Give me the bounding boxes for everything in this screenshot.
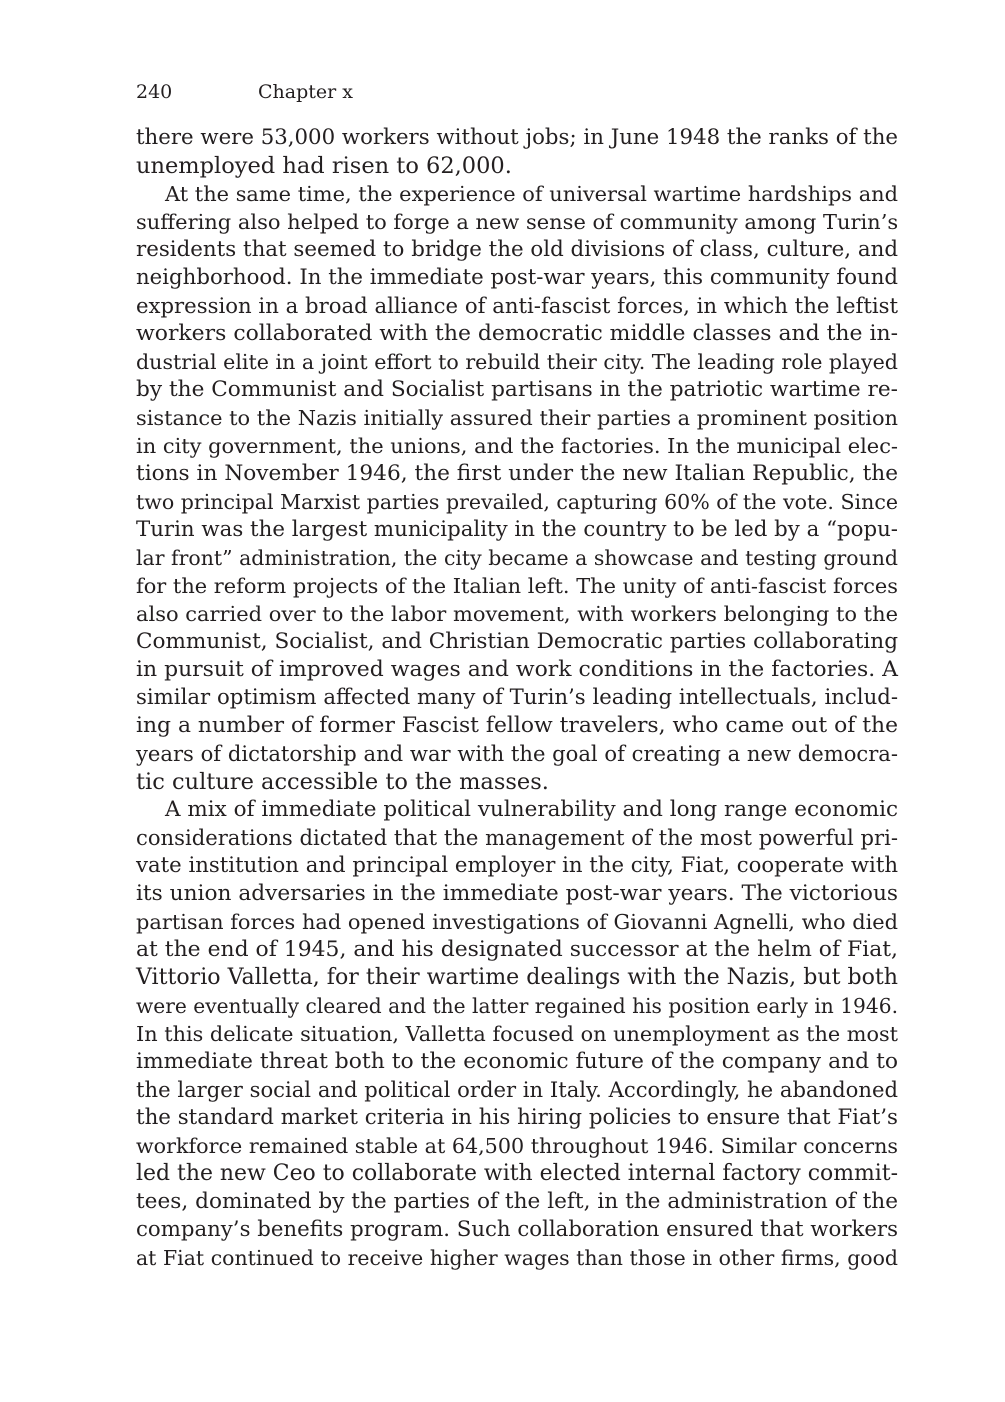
text-line: tions in November 1946, the first under the new Italian Republic, the: [136, 461, 898, 486]
body-text: [136, 124, 898, 1272]
text-line: its union adversaries in the immediate post-war years. The victorious: [136, 881, 898, 906]
text-line: sistance to the Nazis initially assured their parties a prominent position: [136, 406, 898, 430]
text-line: for the reform projects of the Italian left. The unity of anti-fascist forces: [136, 574, 898, 598]
text-line: tic culture accessible to the masses.: [136, 769, 549, 795]
text-line: suffering also helped to forge a new sense of community among Turin’s: [136, 210, 899, 234]
text-line: Vittorio Valletta, for their wartime dealings with the Nazis, but both: [136, 965, 898, 990]
text-line: were eventually cleared and the latter regained his position early in 1946.: [136, 994, 898, 1018]
text-line: Communist, Socialist, and Christian Democratic parties collaborating: [136, 629, 898, 654]
text-line: led the new Ceo to collaborate with elected internal factory commit-: [136, 1161, 899, 1186]
text-line: in city government, the unions, and the factories. In the municipal elec-: [136, 434, 899, 458]
text-line: lar front” administration, the city became a showcase and testing ground: [136, 546, 898, 570]
chapter-title: Chapter x: [258, 81, 353, 103]
text-line: company’s benefits program. Such collaboration ensured that workers: [136, 1217, 898, 1242]
text-line: At the same time, the experience of universal wartime hardships and: [165, 182, 898, 206]
text-line: at the end of 1945, and his designated successor at the helm of Fiat,: [136, 937, 898, 962]
text-line: In this delicate situation, Valletta focused on unemployment as the most: [136, 1022, 898, 1046]
text-line: there were 53,000 workers without jobs; in June 1948 the ranks of the: [136, 125, 898, 150]
text-line: ing a number of former Fascist fellow travelers, who came out of the: [136, 713, 898, 738]
text-line: at Fiat continued to receive higher wages than those in other firms, good: [136, 1246, 898, 1270]
text-line: vate institution and principal employer in the city, Fiat, cooperate with: [136, 853, 898, 878]
text-line: the standard market criteria in his hiring policies to ensure that Fiat’s: [136, 1105, 898, 1130]
text-line: partisan forces had opened investigations of Giovanni Agnelli, who died: [136, 910, 898, 934]
running-head: [136, 80, 353, 104]
text-line: two principal Marxist parties prevailed, capturing 60% of the vote. Since: [136, 490, 898, 514]
page-number: 240: [136, 81, 173, 103]
paragraph: [136, 796, 898, 1272]
text-line: workers collaborated with the democratic middle classes and the in-: [136, 321, 898, 346]
text-line: immediate threat both to the economic future of the company and to: [136, 1049, 898, 1074]
text-line: in pursuit of improved wages and work conditions in the factories. A: [136, 657, 898, 682]
text-line: years of dictatorship and war with the goal of creating a new democra-: [136, 741, 898, 766]
text-line: A mix of immediate political vulnerability and long range economic: [165, 797, 899, 822]
text-line: similar optimism affected many of Turin’s leading intellectuals, includ-: [136, 685, 898, 710]
text-line: considerations dictated that the management of the most powerful pri-: [136, 825, 898, 850]
text-line: neighborhood. In the immediate post-war years, this community found: [136, 265, 898, 290]
paragraph: [136, 180, 898, 796]
text-line: dustrial elite in a joint effort to rebuild their city. The leading role played: [136, 350, 898, 374]
text-line: workforce remained stable at 64,500 throughout 1946. Similar concerns: [136, 1134, 898, 1158]
text-line: expression in a broad alliance of anti-fascist forces, in which the leftist: [136, 293, 898, 318]
text-line: residents that seemed to bridge the old divisions of class, culture, and: [136, 237, 898, 262]
text-line: also carried over to the labor movement, with workers belonging to the: [136, 602, 898, 626]
text-line: the larger social and political order in Italy. Accordingly, he abandoned: [136, 1077, 898, 1102]
text-line: tees, dominated by the parties of the left, in the administration of the: [136, 1189, 898, 1214]
text-line: Turin was the largest municipality in the country to be led by a “popu-: [136, 517, 898, 542]
paragraph: [136, 124, 898, 180]
text-line: by the Communist and Socialist partisans in the patriotic wartime re-: [136, 377, 898, 402]
text-line: unemployed had risen to 62,000.: [136, 153, 512, 179]
